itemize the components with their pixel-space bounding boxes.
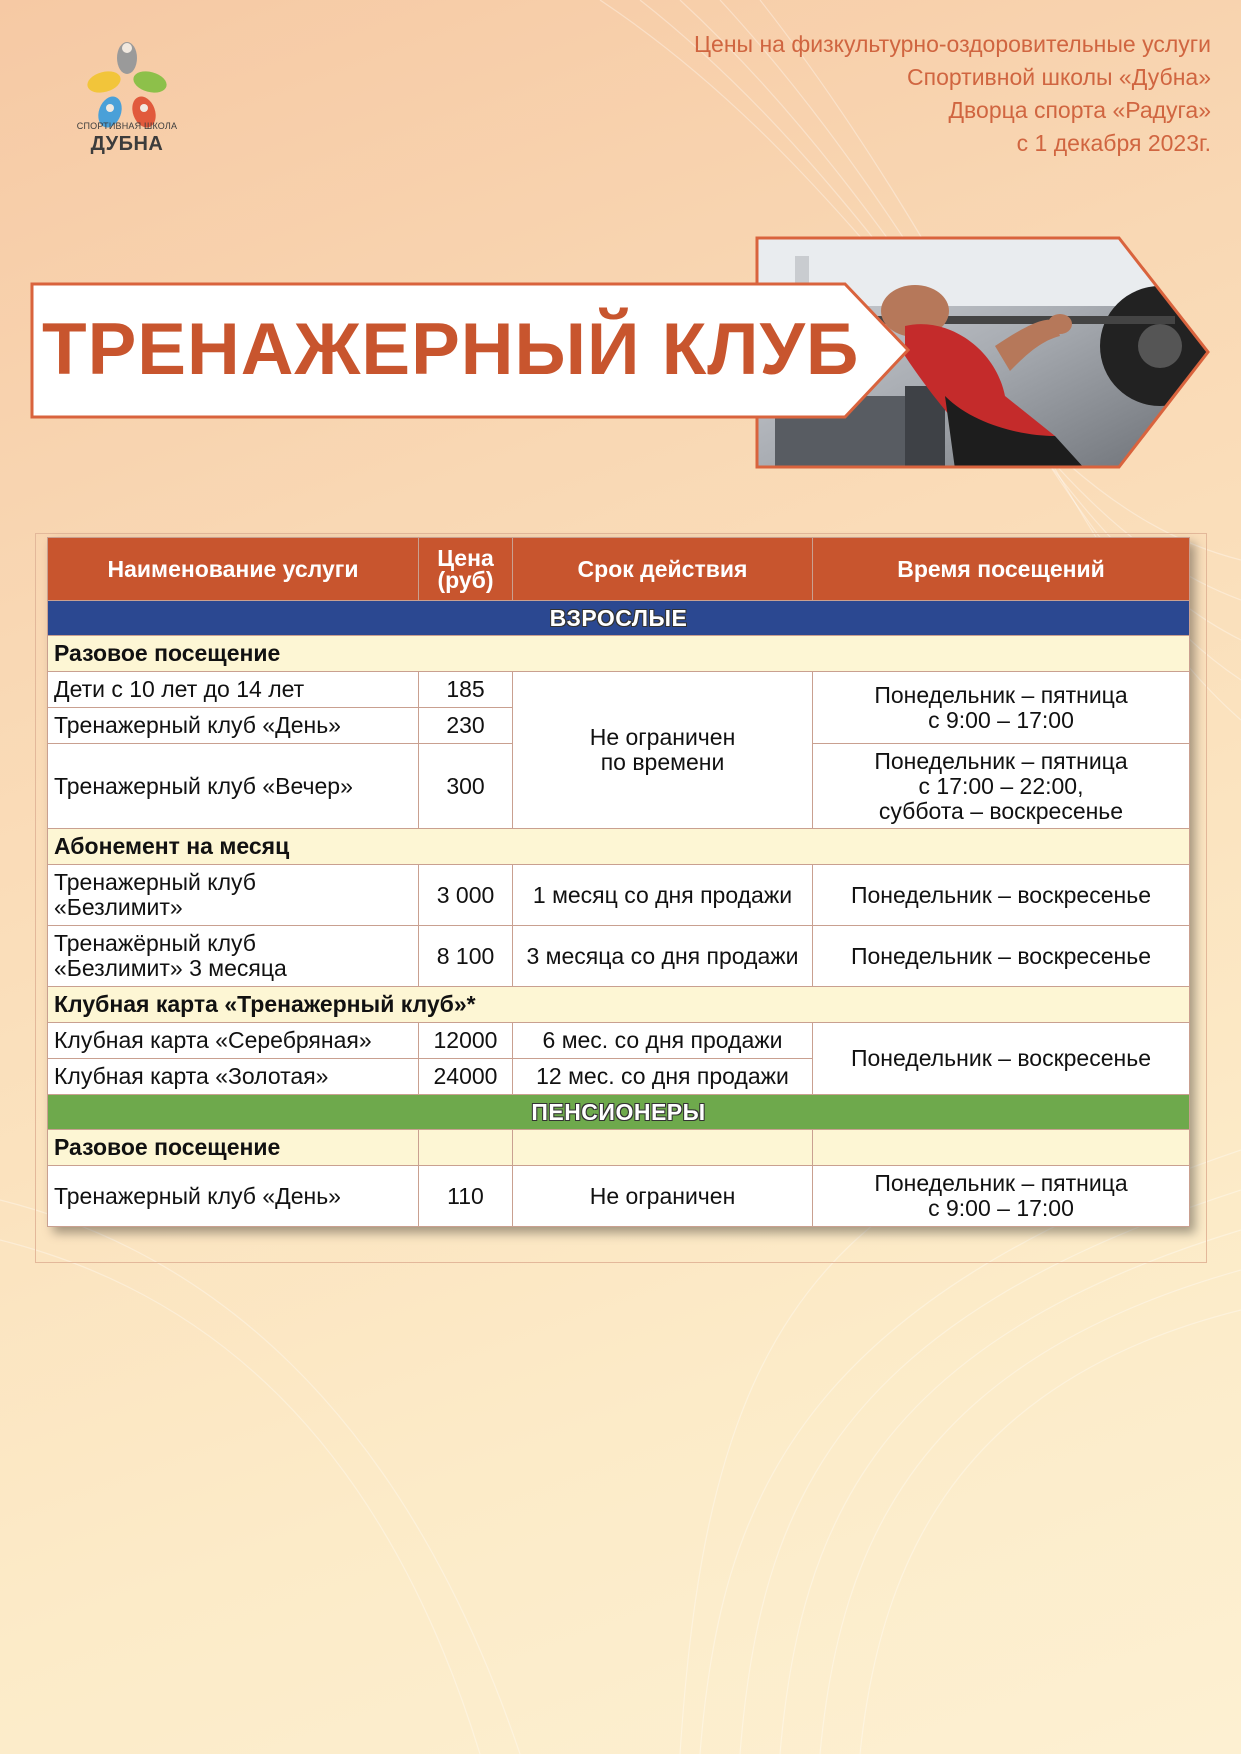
service-name: Тренажерный клуб «День»	[48, 708, 419, 744]
section-pensioners	[48, 1095, 1190, 1130]
table-row	[48, 926, 1190, 987]
header-line-1: Цены на физкультурно-оздоровительные услуги	[694, 31, 1211, 57]
service-price: 185	[419, 672, 513, 708]
col-header-validity: Срок действия	[513, 538, 813, 601]
page-title: ТРЕНАЖЕРНЫЙ КЛУБ	[42, 309, 860, 390]
service-price: 230	[419, 708, 513, 744]
header-line-4: с 1 декабря 2023г.	[1016, 130, 1211, 156]
service-name: Тренажерный клуб «Безлимит»	[48, 865, 419, 926]
logo-caption: СПОРТИВНАЯ ШКОЛА	[76, 121, 178, 131]
section-adults	[48, 601, 1190, 636]
empty-cell	[513, 1130, 813, 1166]
price-table	[47, 537, 1190, 1227]
category-label: Разовое посещение	[48, 1130, 419, 1166]
service-price: 24000	[419, 1059, 513, 1095]
service-price: 12000	[419, 1023, 513, 1059]
service-hours: Понедельник – пятница с 9:00 – 17:00	[813, 672, 1190, 744]
service-validity: 12 мес. со дня продажи	[513, 1059, 813, 1095]
price-list-header	[694, 28, 1211, 160]
col-header-service: Наименование услуги	[48, 538, 419, 601]
service-validity: Не ограничен по времени	[513, 672, 813, 829]
service-hours: Понедельник – пятница с 17:00 – 22:00, суббота – воскресенье	[813, 744, 1190, 829]
table-row	[48, 1166, 1190, 1227]
service-hours: Понедельник – воскресенье	[813, 865, 1190, 926]
service-price: 8 100	[419, 926, 513, 987]
service-hours: Понедельник – воскресенье	[813, 1023, 1190, 1095]
category-label: Клубная карта «Тренажерный клуб»*	[48, 987, 1190, 1023]
category-row-single	[48, 636, 1190, 672]
service-validity: 1 месяц со дня продажи	[513, 865, 813, 926]
empty-cell	[419, 1130, 513, 1166]
col-header-hours: Время посещений	[813, 538, 1190, 601]
service-name: Тренажерный клуб «День»	[48, 1166, 419, 1227]
table-row	[48, 1023, 1190, 1059]
logo-title: ДУБНА	[90, 133, 164, 155]
category-label: Разовое посещение	[48, 636, 1190, 672]
service-hours: Понедельник – пятница с 9:00 – 17:00	[813, 1166, 1190, 1227]
table-header-row	[48, 538, 1190, 601]
section-label-adults: ВЗРОСЛЫЕ	[549, 604, 688, 631]
category-label: Абонемент на месяц	[48, 829, 1190, 865]
table-row	[48, 865, 1190, 926]
empty-cell	[813, 1130, 1190, 1166]
service-validity: 3 месяца со дня продажи	[513, 926, 813, 987]
header-line-2: Спортивной школы «Дубна»	[907, 64, 1211, 90]
price-table-wrapper	[47, 537, 1189, 1227]
category-row-pensioners-single	[48, 1130, 1190, 1166]
header-line-3: Дворца спорта «Радуга»	[948, 97, 1211, 123]
service-name: Тренажерный клуб «Вечер»	[48, 744, 419, 829]
table-row	[48, 672, 1190, 708]
service-hours: Понедельник – воскресенье	[813, 926, 1190, 987]
service-name: Дети с 10 лет до 14 лет	[48, 672, 419, 708]
service-validity: 6 мес. со дня продажи	[513, 1023, 813, 1059]
category-row-monthly	[48, 829, 1190, 865]
category-row-club-card	[48, 987, 1190, 1023]
service-price: 3 000	[419, 865, 513, 926]
service-price: 300	[419, 744, 513, 829]
service-name: Тренажёрный клуб «Безлимит» 3 месяца	[48, 926, 419, 987]
service-name: Клубная карта «Серебряная»	[48, 1023, 419, 1059]
service-validity: Не ограничен	[513, 1166, 813, 1227]
service-name: Клубная карта «Золотая»	[48, 1059, 419, 1095]
col-header-price: Цена (руб)	[419, 538, 513, 601]
service-price: 110	[419, 1166, 513, 1227]
section-label-pensioners: ПЕНСИОНЕРЫ	[531, 1098, 706, 1125]
